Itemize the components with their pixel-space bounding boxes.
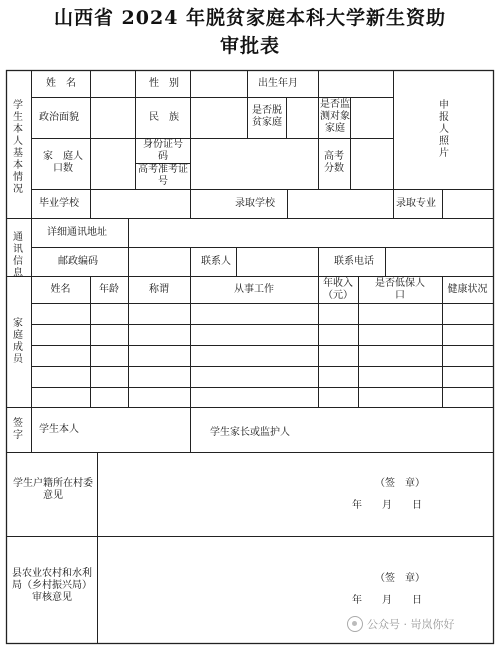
bureau-date: 年 月 日 [352,595,422,606]
label-address: 详细通讯地址 [47,227,107,238]
form-title-line1: 山西省 2024 年脱贫家庭本科大学新生资助 [53,7,447,29]
family-header-dibao: 是否低保人口 [375,278,425,301]
family-header-name: 姓名 [50,284,71,295]
label-contact-person: 联系人 [201,256,231,267]
watermark [347,616,455,632]
photo-placeholder[interactable] [396,100,492,160]
label-admit-major: 录取专业 [396,198,436,209]
section-student-info: 学生本人基本情况 [13,100,23,195]
label-village-opinion: 学生户籍所在村委意见 [13,478,93,501]
label-score: 高考分数 [324,151,344,174]
label-hukou-count: 家 庭人口数 [43,151,83,174]
section-sign: 签字 [13,418,23,441]
label-sign-student: 学生本人 [39,424,79,435]
family-header-job: 从事工作 [234,284,274,295]
village-date: 年 月 日 [352,500,422,511]
label-school: 毕业学校 [39,198,79,209]
form-title-line2: 审批表 [219,35,280,57]
label-name: 姓 名 [46,78,76,89]
wechat-icon [347,616,363,632]
label-admit-school: 录取学校 [235,198,275,209]
section-family: 家庭成员 [13,318,23,365]
label-monitor: 是否监测对象家庭 [320,99,350,134]
family-header-income: 年收入（元） [323,278,353,301]
section-contact: 通讯信息 [13,232,23,279]
label-sign-guardian: 学生家长或监护人 [210,427,290,438]
label-poverty-family: 是否脱贫家庭 [252,105,282,128]
label-birth: 出生年月 [258,78,298,89]
label-political: 政治面貌 [39,112,79,123]
label-id-number: 身份证号 码 [143,139,193,162]
family-header-age: 年龄 [99,284,119,295]
label-photo: 申报人照片 [439,100,449,159]
label-phone: 联系电话 [334,256,374,267]
label-ethnicity: 民 族 [149,112,179,123]
family-header-health: 健康状况 [447,284,488,295]
watermark-text: 公众号 · 岢岚你好 [367,618,455,631]
label-gender: 性 别 [149,78,179,89]
label-bureau-opinion: 县农业农村和水利局（乡村振兴局）审核意见 [12,568,92,603]
bureau-seal: （签 章） [375,573,425,584]
family-header-relation: 称谓 [149,284,169,295]
label-postcode: 邮政编码 [58,256,98,267]
village-seal: （签 章） [375,478,425,489]
label-exam-no: 高考准考证号 [138,164,188,187]
